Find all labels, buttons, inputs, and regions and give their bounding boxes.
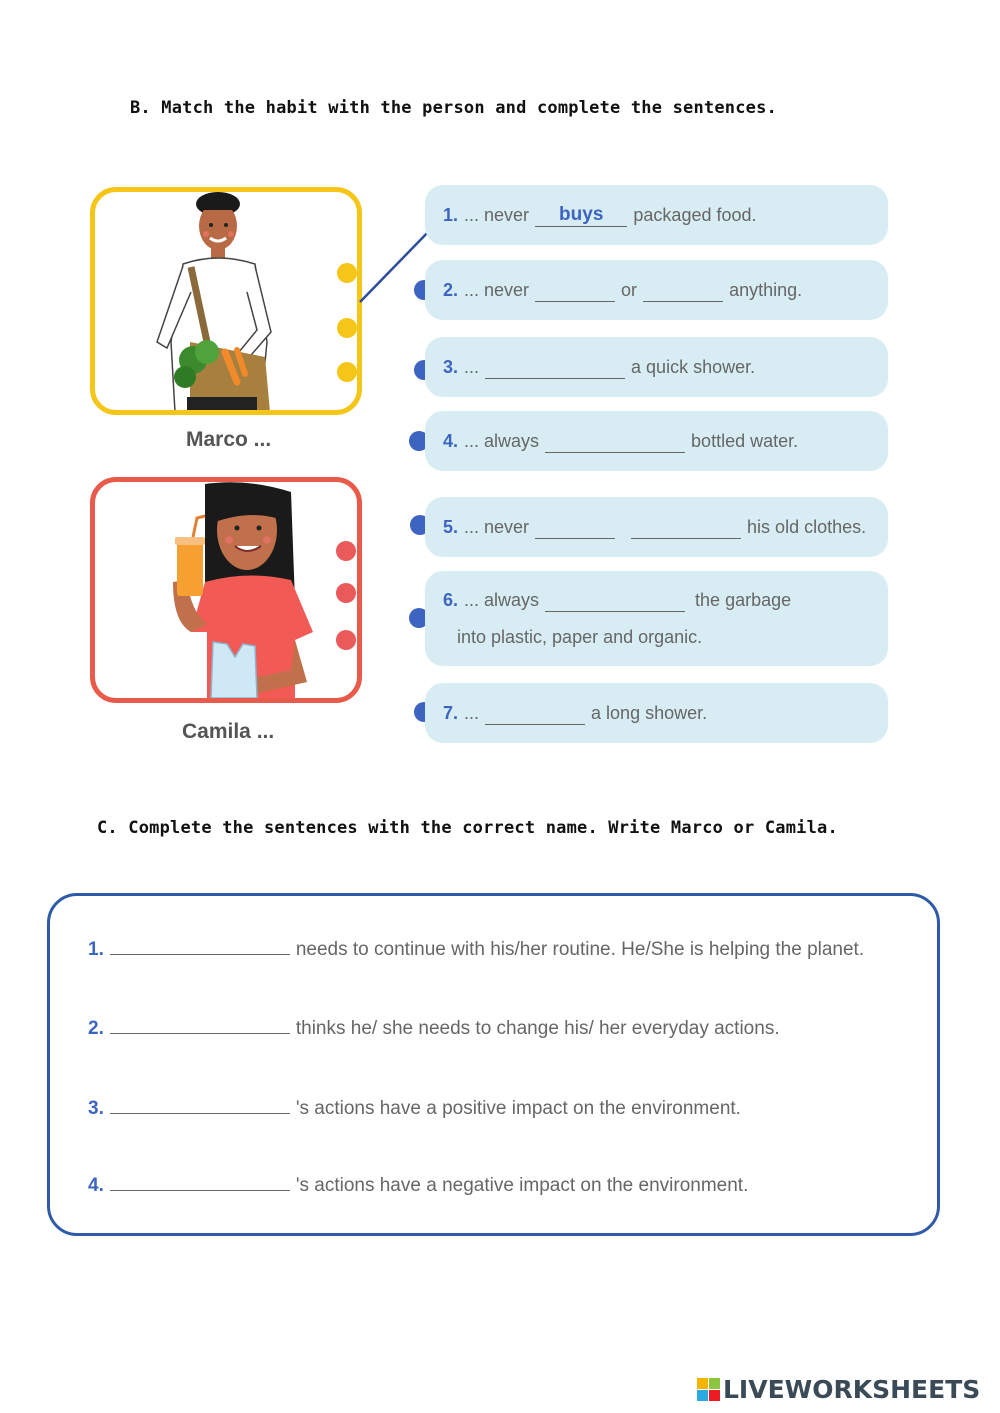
sentence-text: ...: [464, 702, 480, 723]
logo-text: LIVEWORKSHEETS: [723, 1375, 981, 1404]
answer-blank[interactable]: [535, 520, 615, 539]
sentence-2: [425, 260, 888, 320]
camila-match-dot-2[interactable]: [336, 583, 356, 603]
answer-blank[interactable]: [545, 593, 685, 612]
sentence-text: ... never: [464, 516, 530, 537]
name-blank[interactable]: [110, 1017, 290, 1034]
sentence-4: [425, 411, 888, 471]
section-b-instruction: B. Match the habit with the person and complete the sentences.: [130, 98, 777, 118]
sentence-text: ... always: [464, 430, 540, 451]
sentence-number: 1.: [443, 204, 459, 225]
camila-picture: [90, 477, 362, 703]
item-number: 3.: [88, 1098, 104, 1119]
sentence-text: or: [621, 279, 638, 300]
sentence-text: anything.: [729, 279, 803, 300]
name-item-3: [88, 1097, 741, 1120]
item-text: thinks he/ she needs to change his/ her everyday actions.: [295, 1018, 780, 1039]
name-item-2: [88, 1017, 780, 1040]
sentence-1: [425, 185, 888, 245]
sentence-text: ... always: [464, 589, 540, 610]
sentence-number: 3.: [443, 356, 459, 377]
sentence-text: packaged food.: [633, 204, 757, 225]
section-c-instruction: C. Complete the sentences with the correct name. Write Marco or Camila.: [97, 818, 838, 838]
marco-label: Marco ...: [186, 428, 272, 451]
item-number: 2.: [88, 1018, 104, 1039]
item-text: needs to continue with his/her routine. He/She is helping the planet.: [295, 939, 865, 960]
item-number: 1.: [88, 939, 104, 960]
camila-illustration: [95, 482, 357, 698]
logo-icon: [697, 1378, 721, 1402]
sentence-7: [425, 683, 888, 743]
sentence-text: ...: [464, 356, 480, 377]
name-item-4: [88, 1174, 748, 1197]
marco-match-dot-2[interactable]: [337, 318, 357, 338]
item-number: 4.: [88, 1175, 104, 1196]
item-text: 's actions have a negative impact on the environment.: [295, 1175, 749, 1196]
sentence-5: [425, 497, 888, 557]
sentence-number: 5.: [443, 516, 459, 537]
sentence-text-line-2: into plastic, paper and organic.: [457, 626, 703, 647]
sentence-number: 6.: [443, 589, 459, 610]
sentence-3: [425, 337, 888, 397]
sentence-text: ... never: [464, 279, 530, 300]
camila-match-dot-3[interactable]: [336, 630, 356, 650]
camila-match-dot-1[interactable]: [336, 541, 356, 561]
name-blank[interactable]: [110, 1174, 290, 1191]
sentence-text: ... never: [464, 204, 530, 225]
sentence-text: a long shower.: [591, 702, 708, 723]
item-text: 's actions have a positive impact on the environment.: [295, 1098, 741, 1119]
sentence-text: his old clothes.: [747, 516, 867, 537]
liveworksheets-logo[interactable]: [697, 1375, 980, 1404]
sentence-number: 4.: [443, 430, 459, 451]
marco-match-dot-1[interactable]: [337, 263, 357, 283]
answer-field[interactable]: buys: [535, 204, 627, 227]
camila-label: Camila ...: [182, 720, 275, 743]
answer-blank[interactable]: [643, 283, 723, 302]
marco-illustration: [95, 192, 357, 410]
answer-blank[interactable]: [485, 360, 625, 379]
answer-blank[interactable]: [545, 434, 685, 453]
answer-blank[interactable]: [535, 283, 615, 302]
name-blank[interactable]: [110, 1097, 290, 1114]
marco-match-dot-3[interactable]: [337, 362, 357, 382]
name-blank[interactable]: [110, 938, 290, 955]
sentence-6: [425, 571, 888, 666]
sentence-text: bottled water.: [691, 430, 799, 451]
section-c-box: [47, 893, 940, 1236]
sentence-number: 2.: [443, 279, 459, 300]
sentence-text: a quick shower.: [631, 356, 756, 377]
sentence-text: the garbage: [695, 589, 792, 610]
marco-picture: [90, 187, 362, 415]
sentence-number: 7.: [443, 702, 459, 723]
answer-blank[interactable]: [485, 706, 585, 725]
name-item-1: [88, 938, 864, 961]
answer-blank[interactable]: [631, 520, 741, 539]
